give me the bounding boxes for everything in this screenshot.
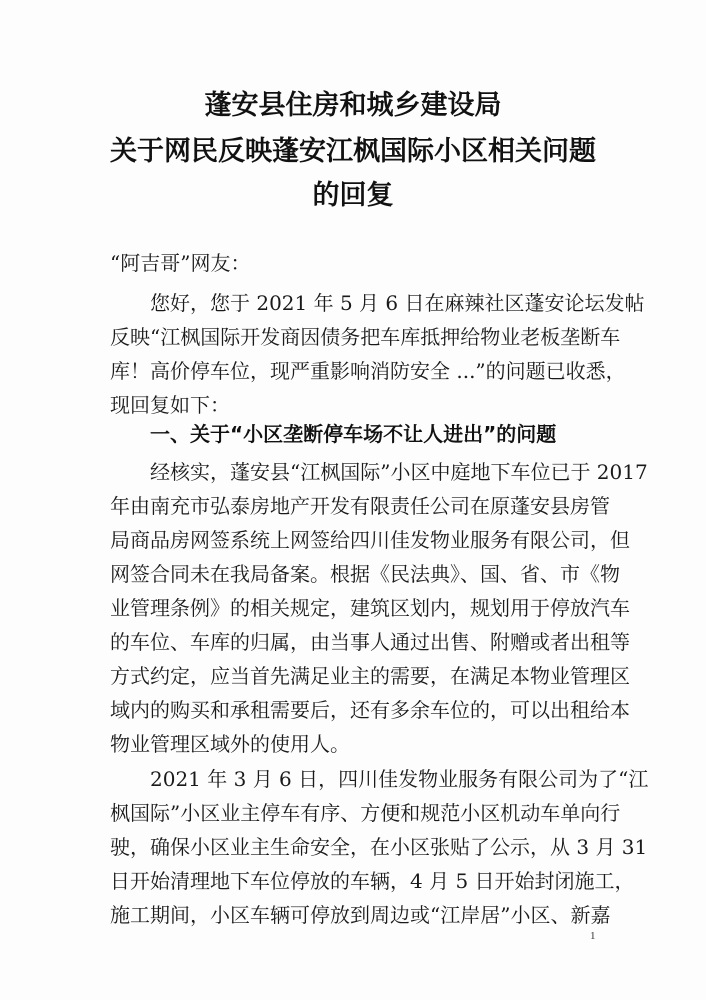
paragraph-line: 方式约定，应当首先满足业主的需要，在满足本物业管理区	[110, 664, 630, 688]
paragraph-line: 经核实，蓬安县“江枫国际”小区中庭地下车位已于 2017	[110, 460, 648, 484]
paragraph-line: 2021 年 3 月 6 日，四川佳发物业服务有限公司为了“江	[110, 767, 649, 791]
paragraph-line: 年由南充市弘泰房地产开发有限责任公司在原蓬安县房管	[110, 494, 610, 518]
section-heading: 一、关于“小区垄断停车场不让人进出”的问题	[110, 422, 557, 446]
paragraph-line: 日开始清理地下车位停放的车辆，4 月 5 日开始封闭施工，	[110, 869, 635, 893]
paragraph-line: 您好，您于 2021 年 5 月 6 日在麻辣社区蓬安论坛发帖	[110, 291, 645, 315]
paragraph-line: 的车位、车库的归属，由当事人通过出售、附赠或者出租等	[110, 630, 630, 654]
paragraph-line: 枫国际”小区业主停车有序、方便和规范小区机动车单向行	[110, 801, 621, 825]
paragraph-line: 驶，确保小区业主生命安全，在小区张贴了公示，从 3 月 31	[110, 835, 648, 859]
paragraph-line: 反映“江枫国际开发商因债务把车库抵押给物业老板垄断车	[110, 325, 621, 349]
page-number: 1	[590, 930, 596, 942]
paragraph-line: 施工期间，小区车辆可停放到周边或“江岸居”小区、新嘉	[110, 903, 611, 927]
paragraph-line: 业管理条例》的相关规定，建筑区划内，规划用于停放汽车	[110, 596, 630, 620]
title-line-2: 关于网民反映蓬安江枫国际小区相关问题	[110, 136, 596, 167]
paragraph-line: 域内的购买和承租需要后，还有多余车位的，可以出租给本	[110, 698, 630, 722]
paragraph-line: 网签合同未在我局备案。根据《民法典》、国、省、市《物	[110, 562, 620, 586]
paragraph-line: 局商品房网签系统上网签给四川佳发物业服务有限公司，但	[110, 528, 630, 552]
paragraph-line: 现回复如下：	[110, 393, 230, 417]
paragraph-line: 库！高价停车位，现严重影响消防安全 ...”的问题已收悉，	[110, 359, 626, 383]
title-line-1: 蓬安县住房和城乡建设局	[204, 90, 502, 121]
salutation: “阿吉哥”网友：	[110, 251, 251, 275]
paragraph-line: 物业管理区域外的使用人。	[110, 732, 350, 756]
title-line-3: 的回复	[312, 180, 394, 211]
